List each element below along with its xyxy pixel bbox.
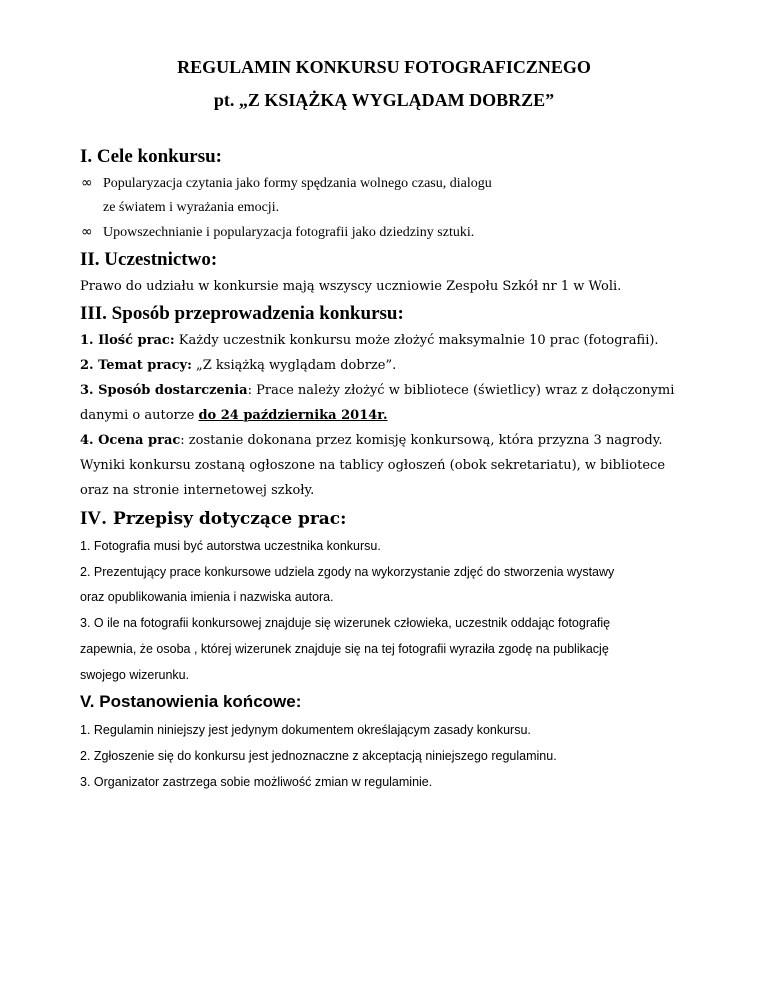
- item-3-label: 3. Sposób dostarczenia: [80, 383, 248, 398]
- item-1-text: Każdy uczestnik konkursu może złożyć maksymalnie 10 prac (fotografii).: [174, 333, 659, 348]
- section-4-line-2a: 2. Prezentujący prace konkursowe udziela zgody na wykorzystanie zdjęć do stworzenia wystawy: [80, 565, 615, 579]
- item-4-text: : zostanie dokonana przez komisję konkursową, która przyzna 3 nagrody.: [180, 433, 663, 448]
- item-2-text: „Z książką wyglądam dobrze”.: [191, 358, 397, 373]
- section-2-text: Prawo do udziału w konkursie mają wszyscy uczniowie Zespołu Szkół nr 1 w Woli.: [80, 279, 622, 294]
- section-1-bullet-1-line2: ze światem i wyrażania emocji.: [103, 200, 280, 215]
- item-2-label: 2. Temat pracy:: [80, 358, 192, 373]
- document-title-line1: REGULAMIN KONKURSU FOTOGRAFICZNEGO: [177, 57, 591, 77]
- section-4-line-3b: zapewnia, że osoba , której wizerunek znajduje się na tej fotografii wyraziła zgodę na publikację: [80, 642, 609, 656]
- item-3-text: : Prace należy złożyć w bibliotece (świetlicy) wraz z dołączonymi: [247, 383, 675, 398]
- bullet-icon: ∞: [81, 224, 93, 240]
- section-5-line-2: 2. Zgłoszenie się do konkursu jest jednoznaczne z akceptacją niniejszego regulaminu.: [80, 749, 557, 763]
- section-3-heading: III. Sposób przeprowadzenia konkursu:: [80, 303, 404, 324]
- section-4-heading-number: IV: [80, 508, 102, 529]
- bullet-icon: ∞: [81, 175, 93, 191]
- section-1-bullet-1-line1: Popularyzacja czytania jako formy spędzania wolnego czasu, dialogu: [103, 176, 492, 191]
- section-3-item-4-line2: Wyniki konkursu zostaną ogłoszone na tablicy ogłoszeń (obok sekretariatu), w bibliotece: [80, 458, 666, 473]
- section-3-item-3: [80, 383, 674, 398]
- item-3-line2-text: danymi o autorze: [80, 408, 199, 423]
- section-3-item-4-line3: oraz na stronie internetowej szkoły.: [80, 483, 315, 498]
- section-4-line-3c: swojego wizerunku.: [80, 668, 190, 682]
- section-1-bullet-2: Upowszechnianie i popularyzacja fotografii jako dziedziny sztuki.: [103, 225, 475, 240]
- section-3-item-2: [80, 358, 396, 373]
- section-3-item-3-line2: [80, 408, 387, 423]
- section-4-line-1: 1. Fotografia musi być autorstwa uczestnika konkursu.: [80, 539, 381, 553]
- section-3-item-1: [80, 333, 659, 348]
- item-1-label: 1. Ilość prac:: [80, 333, 175, 348]
- section-3-item-4: [80, 433, 663, 448]
- section-5-line-1: 1. Regulamin niniejszy jest jedynym dokumentem określającym zasady konkursu.: [80, 723, 531, 737]
- section-5-line-3: 3. Organizator zastrzega sobie możliwość zmian w regulaminie.: [80, 775, 433, 789]
- document-title-line2: pt. „Z KSIĄŻKĄ WYGLĄDAM DOBRZE”: [213, 90, 555, 110]
- section-4-heading: [80, 508, 346, 530]
- section-4-heading-text: . Przepisy dotyczące prac:: [101, 509, 347, 529]
- section-1-heading: I. Cele konkursu:: [80, 146, 222, 167]
- section-4-line-2b: oraz opublikowania imienia i nazwiska autora.: [80, 590, 334, 604]
- section-2-heading: II. Uczestnictwo:: [80, 249, 218, 270]
- section-4-line-3a: 3. O ile na fotografii konkursowej znajduje się wizerunek człowieka, uczestnik oddając fotografię: [80, 616, 611, 630]
- item-4-label: 4. Ocena prac: [80, 433, 181, 448]
- section-5-heading: V. Postanowienia końcowe:: [80, 692, 302, 711]
- deadline-date: do 24 października 2014r.: [198, 408, 388, 423]
